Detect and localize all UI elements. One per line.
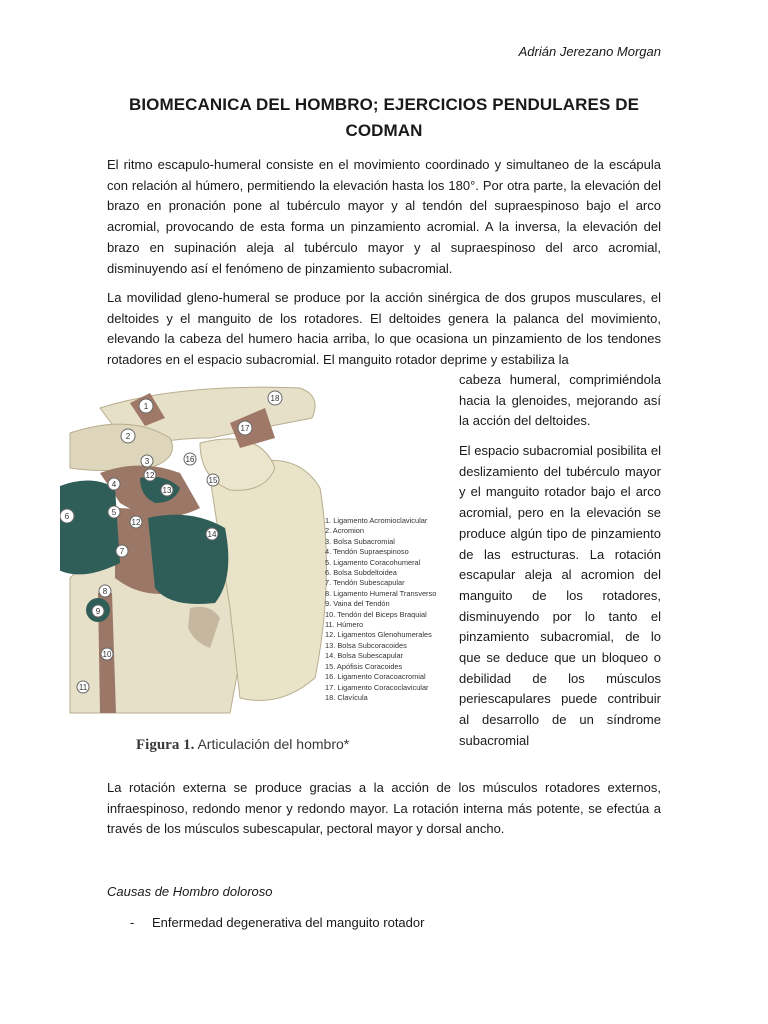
marker-14: 14 (207, 530, 217, 539)
marker-2: 2 (125, 432, 131, 441)
marker-1: 1 (143, 402, 149, 411)
legend-item: 9. Vaina del Tendón (325, 599, 390, 609)
legend-item: 11. Húmero (325, 620, 364, 630)
section-heading: Causas de Hombro doloroso (107, 884, 273, 899)
marker-8: 8 (102, 587, 108, 596)
paragraph-subacromial-space: El espacio subacromial posibilita el deslizamiento del tubérculo mayor y el manguito rotador bajo el arco acromial, pero en la elevación se produce algún tipo de pinzamiento de las estructuras. La rotación escapular aleja al acromion del manguito de los rotadores, disminuyendo por lo tanto el pinzamiento subacromial, de lo que se deduce que un bloqueo o debilidad de los músculos periescapulares puede contribuir al desarrollo de un síndrome subacromial (459, 443, 661, 748)
legend-item: 6. Bolsa Subdeltoidea (325, 568, 397, 578)
legend-item: 12. Ligamentos Glenohumerales (325, 630, 432, 640)
legend-item: 2. Acromion (325, 526, 365, 536)
legend-item: 16. Ligamento Coracoacromial (325, 672, 426, 682)
marker-10: 10 (102, 650, 112, 659)
legend-item: 14. Bolsa Subescapular (325, 651, 404, 661)
marker-7: 7 (119, 547, 125, 556)
marker-17: 17 (240, 424, 250, 433)
list-item (130, 915, 424, 930)
paragraph-glenohumeral-continued: cabeza humeral, comprimiéndola hacia la glenoides, mejorando así la acción del deltoides. (459, 372, 661, 429)
legend-item: 10. Tendón del Biceps Braquial (325, 609, 427, 619)
legend-item: 17. Ligamento Coracoclavicular (325, 682, 429, 692)
marker-4: 4 (111, 480, 117, 489)
author-name: Adrián Jerezano Morgan (518, 44, 661, 59)
title-line-2: CODMAN (345, 121, 423, 140)
figure-caption-label: Figura 1. (136, 737, 195, 753)
legend-item: 4. Tendón Supraespinoso (325, 547, 409, 557)
paragraph-rotation: La rotación externa se produce gracias a la acción de los músculos rotadores externos, infraespinoso, redondo menor y redondo mayor. La rotación interna más potente, se efectúa a través de los músculos subescapular, pectoral mayor y dorsal ancho. (107, 780, 661, 837)
legend-item: 1. Ligamento Acromioclavicular (325, 516, 428, 525)
marker-18: 18 (270, 394, 280, 403)
list-item-text: Enfermedad degenerativa del manguito rotador (152, 915, 425, 930)
legend-item: 15. Apófisis Coracoides (325, 661, 403, 671)
marker-12a: 12 (145, 471, 155, 480)
title-line-1: BIOMECANICA DEL HOMBRO; EJERCICIOS PENDULARES DE (128, 95, 640, 114)
bullet-dash: - (130, 915, 135, 930)
paragraph-glenohumeral: La movilidad gleno-humeral se produce por la acción sinérgica de dos grupos musculares, el deltoides y el manguito de los rotadores. El deltoides genera la palanca del movimiento, elevando la cabeza del humero hacia arriba, lo que ocasiona un pinzamiento de los tendones rotadores en el espacio subacromial. El manguito rotador deprime y estabiliza la (107, 290, 661, 368)
marker-5: 5 (111, 508, 117, 517)
marker-6: 6 (64, 512, 70, 521)
marker-15: 15 (208, 476, 218, 485)
legend-item: 13. Bolsa Subcoracoides (325, 640, 407, 650)
marker-11: 11 (78, 683, 88, 692)
marker-12b: 12 (131, 518, 141, 527)
paragraph-rhythm: El ritmo escapulo-humeral consiste en el movimiento coordinado y simultaneo de la escápula con relación al húmero, permitiendo la elevación hasta los 180°. Por otra parte, la elevación del brazo en pronación pone al tubérculo mayor y al tendón del supraespinoso bajo el arco acromial, provocando de esta forma un pinzamiento acromial. A la inversa, la elevación del brazo en supinación aleja al tubérculo mayor y al supraespinoso del arco acromial, disminuyendo así el fenómeno de pinzamiento subacromial. (107, 157, 661, 276)
figure-caption (136, 736, 349, 754)
figure-legend (325, 516, 436, 703)
legend-item: 7. Tendón Subescapular (325, 578, 405, 588)
marker-3: 3 (144, 457, 150, 466)
legend-item: 8. Ligamento Humeral Transverso (325, 588, 437, 598)
marker-13: 13 (162, 486, 172, 495)
legend-item: 3. Bolsa Subacromial (325, 536, 395, 546)
legend-item: 18. Clavícula (325, 692, 368, 702)
figure-caption-text: Articulación del hombro* (197, 736, 350, 752)
page-title (107, 92, 661, 144)
marker-9: 9 (95, 607, 101, 616)
legend-item: 5. Ligamento Coracohumeral (325, 557, 421, 567)
marker-16: 16 (185, 455, 195, 464)
